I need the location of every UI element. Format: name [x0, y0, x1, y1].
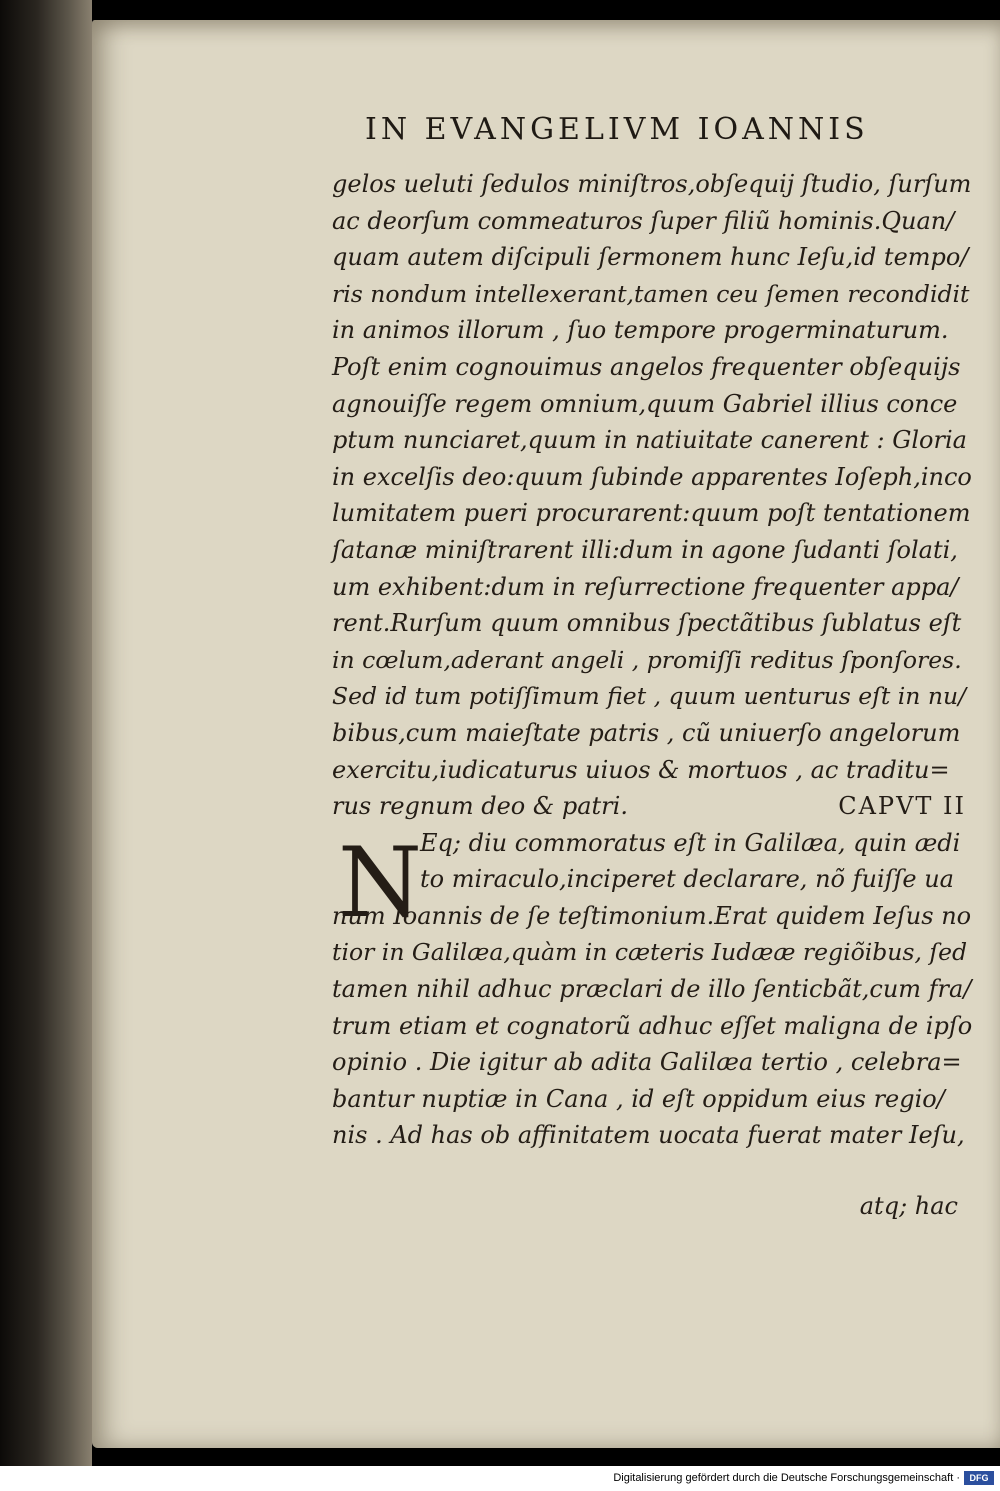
chapter-heading: CAPVT II	[838, 792, 966, 821]
text-line: Eq; diu commoratus eſt in Galilæa, quin ædi	[420, 828, 961, 857]
text-line: bibus,cum maieſtate patris , cũ uniuerſo angelorum	[332, 718, 961, 747]
text-line: in cœlum,aderant angeli , promiſſi reditus ſponſores.	[332, 645, 962, 674]
text-line: um exhibent:dum in reſurrectione frequenter appa/	[332, 572, 959, 601]
text-line: Poſt enim cognouimus angelos frequenter obſequijs	[332, 352, 961, 381]
digitization-footer	[0, 1466, 1000, 1491]
text-line: trum etiam et cognatorũ adhuc eſſet maligna de ipſo	[332, 1011, 973, 1040]
text-line: rent.Rurſum quum omnibus ſpectãtibus ſublatus eſt	[332, 609, 962, 638]
dfg-logo-icon: DFG	[964, 1471, 994, 1485]
text-line: in excelſis deo:quum ſubinde apparentes Ioſeph,inco	[332, 462, 972, 491]
book-binding-edge	[0, 0, 92, 1466]
catchword: atq; hac	[859, 1192, 958, 1220]
funding-notice: Digitalisierung gefördert durch die Deutsche Forschungsgemeinschaft ·	[613, 1472, 960, 1484]
page-body-text	[332, 166, 972, 1154]
drop-capital-initial: N	[338, 827, 422, 939]
text-line: ſatanæ miniſtrarent illi:dum in agone ſudanti ſolati,	[332, 535, 958, 564]
text-line: bantur nuptiæ in Cana , id eſt oppidum eius regio/	[332, 1084, 945, 1113]
text-line: agnouiſſe regem omnium,quum Gabriel illius conce	[332, 389, 958, 418]
text-line: in animos illorum , ſuo tempore progerminaturum.	[332, 316, 949, 345]
text-line: exercitu,iudicaturus uiuos & mortuos , ac traditu=	[332, 755, 950, 784]
text-line: ac deorſum commeaturos ſuper filiũ hominis.Quan/	[332, 206, 955, 235]
text-line: gelos ueluti ſedulos miniſtros,obſequij ſtudio, ſurſum	[332, 170, 972, 198]
text-line: tamen nihil adhuc præclari de illo ſenticbãt,cum fra/	[332, 975, 972, 1004]
text-line: nis . Ad has ob affinitatem uocata fuerat mater Ieſu,	[332, 1121, 965, 1150]
text-line: quam autem diſcipuli ſermonem hunc Ieſu,id tempo/	[332, 243, 969, 272]
text-line: to miraculo,inciperet declarare, nõ fuiſſe ua	[420, 865, 954, 894]
text-line: opinio . Die igitur ab adita Galilæa tertio , celebra=	[332, 1048, 962, 1077]
text-line: ris nondum intellexerant,tamen ceu ſemen recondidit	[332, 279, 970, 308]
text-line: tior in Galilæa,quàm in cæteris Iudææ regiõibus, ſed	[332, 938, 968, 967]
running-head: IN EVANGELIVM IOANNIS	[365, 112, 869, 147]
text-line: Sed id tum potiſſimum fiet , quum uenturus eſt in nu/	[332, 682, 967, 711]
chapter-line-text: rus regnum deo & patri.	[332, 792, 628, 821]
text-line: ptum nunciaret,quum in natiuitate canerent : Gloria	[332, 426, 967, 455]
text-line: lumitatem pueri procurarent:quum poſt tentationem	[332, 499, 971, 528]
chapter-line	[332, 788, 972, 825]
text-line: num Ioannis de ſe teſtimonium.Erat quidem Ieſus no	[332, 901, 972, 930]
